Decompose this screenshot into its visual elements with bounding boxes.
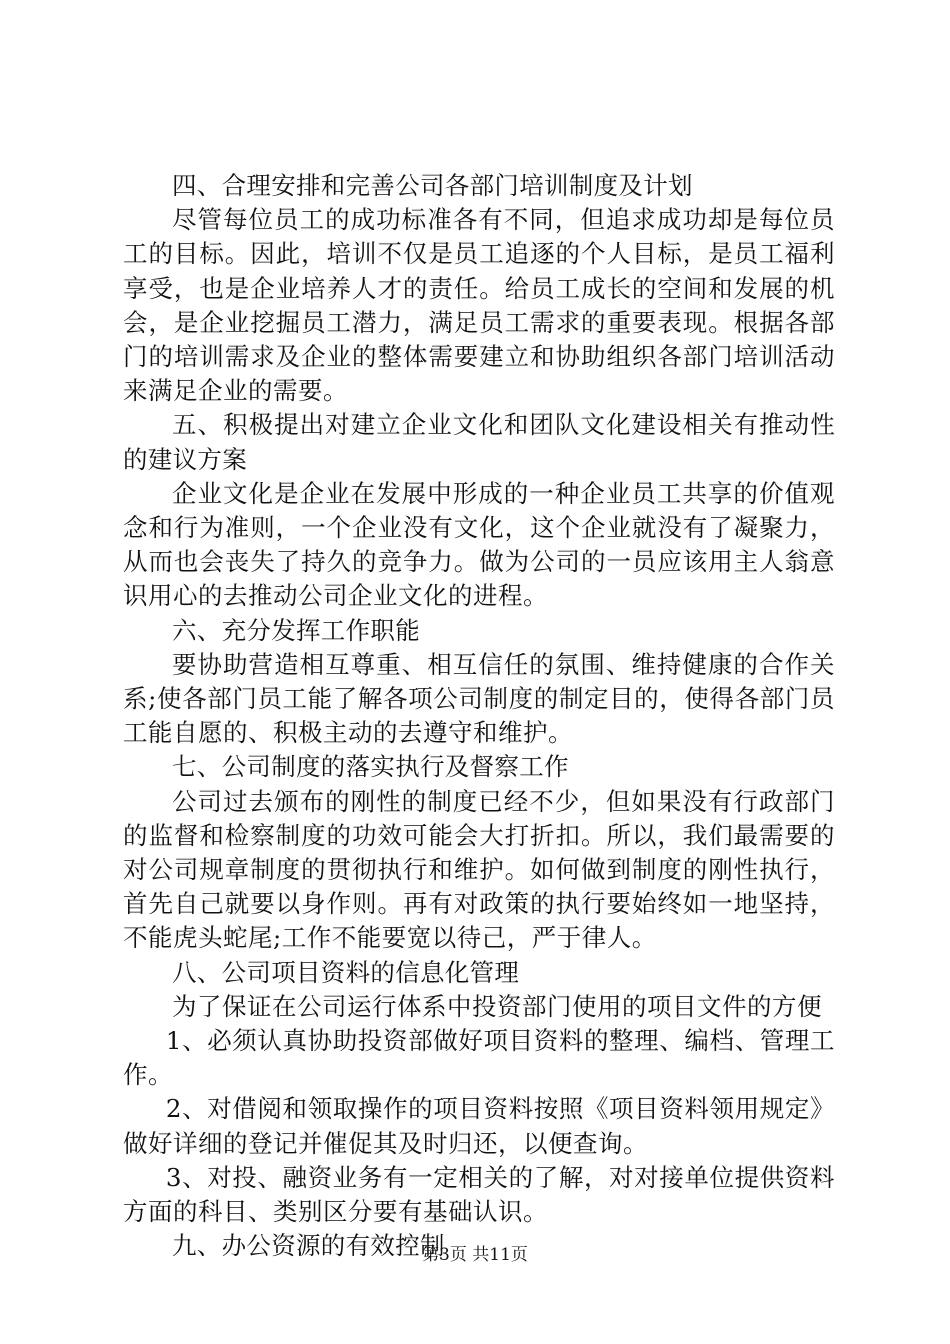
section-heading-5: 五、积极提出对建立企业文化和团队文化建设相关有推动性的建议方案 <box>123 410 835 474</box>
body-paragraph: 公司过去颁布的刚性的制度已经不少，但如果没有行政部门的监督和检察制度的功效可能会大打折扣。所以，我们最需要的对公司规章制度的贯彻执行和维护。如何做到制度的刚性执行，首先自己就要以身作则。再有对政策的执行要始终如一地坚持，不能虎头蛇尾;工作不能要宽以待己，严于律人。 <box>123 786 835 953</box>
list-item: 1、必须认真协助投资部做好项目资料的整理、编档、管理工作。 <box>123 1026 835 1090</box>
document-body <box>123 169 835 1264</box>
section-heading-8: 八、公司项目资料的信息化管理 <box>172 957 520 987</box>
section-heading-9: 九、办公资源的有效控制 <box>172 1231 445 1261</box>
body-paragraph: 尽管每位员工的成功标准各有不同，但追求成功却是每位员工的目标。因此，培训不仅是员工追逐的个人目标，是员工福利享受，也是企业培养人才的责任。给员工成长的空间和发展的机会，是企业挖掘员工潜力，满足员工需求的重要表现。根据各部门的培训需求及企业的整体需要建立和协助组织各部门培训活动来满足企业的需要。 <box>123 205 835 406</box>
list-item: 3、对投、融资业务有一定相关的了解，对对接单位提供资料方面的科目、类别区分要有基础认识。 <box>123 1162 835 1227</box>
list-item: 2、对借阅和领取操作的项目资料按照《项目资料领用规定》做好详细的登记并催促其及时归还，以便查询。 <box>123 1094 835 1158</box>
body-paragraph: 要协助营造相互尊重、相互信任的氛围、维持健康的合作关系;使各部门员工能了解各项公司制度的制定目的，使得各部门员工能自愿的、积极主动的去遵守和维护。 <box>123 649 835 748</box>
section-heading-4: 四、合理安排和完善公司各部门培训制度及计划 <box>172 171 693 200</box>
section-heading-7: 七、公司制度的落实执行及督察工作 <box>172 752 569 782</box>
body-paragraph: 为了保证在公司运行体系中投资部门使用的项目文件的方便 <box>172 991 822 1021</box>
page-number-footer: 第3页 共11页 <box>422 1245 528 1265</box>
body-paragraph: 企业文化是企业在发展中形成的一种企业员工共享的价值观念和行为准则，一个企业没有文化，这个企业就没有了凝聚力，从而也会丧失了持久的竞争力。做为公司的一员应该用主人翁意识用心的去推动公司企业文化的进程。 <box>123 478 835 611</box>
section-heading-6: 六、充分发挥工作职能 <box>172 615 420 645</box>
